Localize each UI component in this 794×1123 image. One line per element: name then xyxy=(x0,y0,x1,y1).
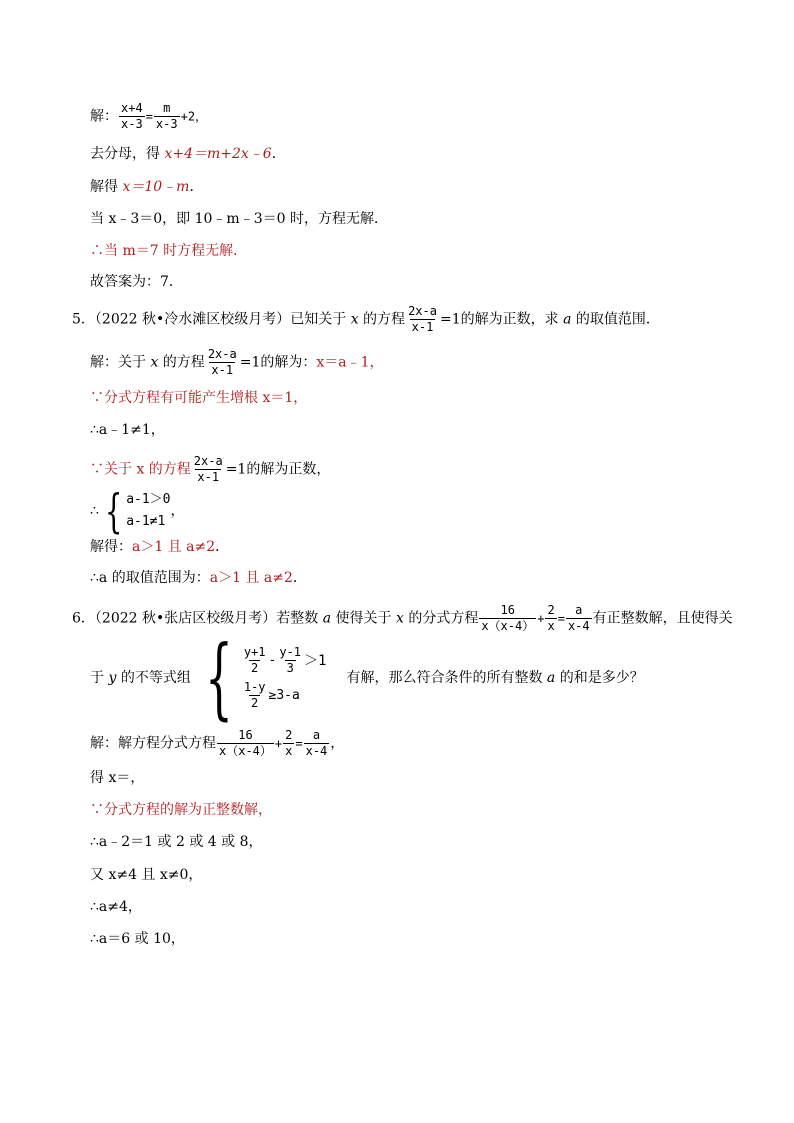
fraction: $\frac{2x-a}{x-1}$ xyxy=(207,347,237,377)
q6-line-2: 于 y 的不等式组 { $\frac{y+1}{2}$ - $\frac{y-1}{3}$ ＞1 $\frac{1-y}{2}$ ≥3-a 有解，那么符合条件的所有整数 a 的和是多少？ xyxy=(90,626,644,729)
q5-sol-4: ∵关于 x 的方程 $\frac{2x-a}{x-1}$ =1的解为正数， xyxy=(90,454,331,484)
p4-line-4: 当 x﹣3＝0，即 10﹣m﹣3＝0 时，方程无解． xyxy=(90,211,388,227)
brace-icon: { xyxy=(104,484,123,538)
p4-line-5: ∴当 m＝7 时方程无解． xyxy=(90,243,248,259)
fraction: $\frac{16}{x(x-4)}$ xyxy=(481,603,535,633)
q6-sol-6: ∴a≠4， xyxy=(90,899,142,915)
fraction: $\frac{a}{x-4}$ xyxy=(305,728,328,758)
brace-icon: { xyxy=(204,626,233,729)
q5-sol-5: ∴ { a-1＞0 a-1≠1 ， xyxy=(90,484,185,538)
fraction: $\frac{m}{x-3}$ xyxy=(155,101,178,131)
p4-line-1: 解： $\frac{x+4}{x-3}$ = $\frac{m}{x-3}$ +2， xyxy=(90,101,208,131)
q5-sol-7: ∴a 的取值范围为：a＞1 且 a≠2． xyxy=(90,570,307,586)
q6-sol-2: 得 x＝， xyxy=(90,770,145,786)
q6-sol-5: 又 x≠4 且 x≠0， xyxy=(90,867,203,883)
inequality-system: { $\frac{y+1}{2}$ - $\frac{y-1}{3}$ ＞1 $\frac{1-y}{2}$ ≥3-a xyxy=(204,626,327,729)
fraction: $\frac{2x-a}{x-1}$ xyxy=(193,454,223,484)
q5-sol-2: ∵分式方程有可能产生增根 x＝1， xyxy=(90,390,308,406)
fraction: $\frac{x+4}{x-3}$ xyxy=(121,101,143,131)
q5-sol-3: ∴a﹣1≠1， xyxy=(90,422,165,438)
p4-line-6: 故答案为：7． xyxy=(90,274,183,290)
fraction: $\frac{a}{x-4}$ xyxy=(567,603,590,633)
q6-sol-3: ∵分式方程的解为正整数解， xyxy=(90,802,272,818)
q6-title: 6．（2022 秋•张店区校级月考）若整数 a 使得关于 x 的分式方程 $\frac{16}{x(x-4)}$ + $\frac{2}{x}$ = $\frac{a}{x-4}$ 有正整数解，且使得关 xyxy=(72,603,733,633)
fraction: $\frac{2x-a}{x-1}$ xyxy=(408,304,437,334)
p4-line-3: 解得 x＝10﹣m． xyxy=(90,179,204,195)
equation-system: { a-1＞0 a-1≠1 xyxy=(104,484,171,538)
q5-sol-1: 解：关于 x 的方程 $\frac{2x-a}{x-1}$ =1的解为：x＝a﹣1， xyxy=(90,347,384,377)
q5-sol-6: 解得：a＞1 且 a≠2． xyxy=(90,539,230,555)
p4-line-2: 去分母，得 x+4＝m+2x﹣6． xyxy=(90,146,286,162)
q6-sol-4: ∴a﹣2＝1 或 2 或 4 或 8， xyxy=(90,834,263,850)
q6-sol-7: ∴a＝6 或 10， xyxy=(90,931,185,947)
fraction: $\frac{16}{x(x-4)}$ xyxy=(219,728,272,758)
fraction: $\frac{2}{x}$ xyxy=(285,728,293,758)
fraction: $\frac{2}{x}$ xyxy=(547,603,555,633)
q6-sol-1: 解：解方程分式方程 $\frac{16}{x(x-4)}$ + $\frac{2}{x}$ = $\frac{a}{x-4}$ ， xyxy=(90,728,345,758)
q5-title: 5．（2022 秋•冷水滩区校级月考）已知关于 x 的方程 $\frac{2x-a}{x-1}$ =1的解为正数，求 a 的取值范围． xyxy=(72,304,660,334)
